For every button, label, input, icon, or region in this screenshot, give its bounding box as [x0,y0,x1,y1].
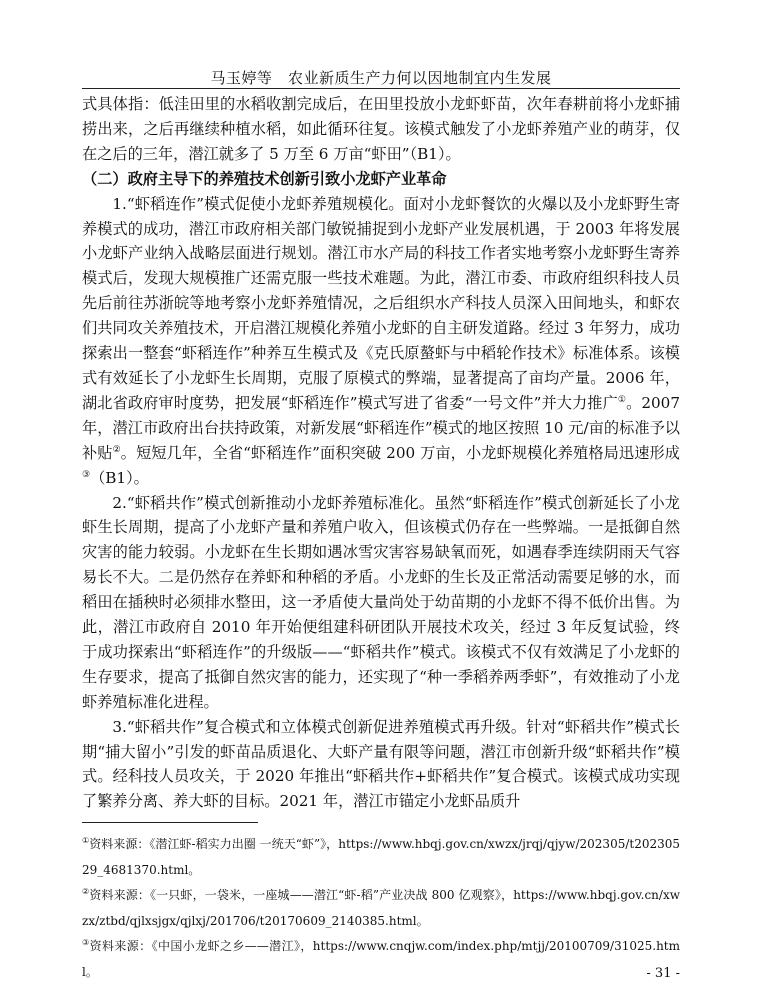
page-number: - 31 - [646,966,680,981]
section-heading: （二）政府主导下的养殖技术创新引致小龙虾产业革命 [82,169,447,188]
paragraph-1-text-b: 。2007 年，潜江市政府出台扶持政策，对新发展“虾稻连作”模式的地区按照 10 元/亩的标准予以补贴 [82,393,680,462]
footnote-2-text: 资料来源：《一只虾，一袋米，一座城——潜江“虾-稻”产业决战 800 亿观察》，https://www.hbqj.gov.cn/xwzx/ztbd/qjlxsjgx/qjlxj/201706/t20170609_2140385.html。 [82,888,680,928]
main-text [82,92,680,814]
footnote-2 [82,883,680,934]
footnote-1 [82,832,680,883]
paragraph-2-heading: 2.“虾稻共作”模式创新推动小龙虾养殖标准化。 [112,493,435,512]
paragraph-1-text-a: 面对小龙虾餐饮的火爆以及小龙虾野生寄养模式的成功，潜江市政府相关部门敏锐捕捉到小龙虾产业发展机遇，于 2003 年将发展小龙虾产业纳入战略层面进行规划。潜江市水产局的科技工作者实地考察小龙虾野生寄养模式后，发现大规模推广还需克服一些技术难题。为此，潜江市委、市政府组织科技人员先后前往苏浙皖等地考察小龙虾养殖情况，之后组织水产科技人员深入田间地头，和虾农们共同攻关养殖技术，开启潜江规模化养殖小龙虾的自主研发道路。经过 3 年努力，成功探索出一整套“虾稻连作”种养互生模式及《克氏原螯虾与中稻轮作技术》标准体系。该模式有效延长了小龙虾生长周期，克服了原模式的弊端，显著提高了亩均产量。2006 年，湖北省政府审时度势，把发展“虾稻连作”模式写进了省委“一号文件”并大力推广 [82,194,680,412]
paragraph-1-heading: 1.“虾稻连作”模式促使小龙虾养殖规模化。 [112,194,404,213]
paragraph-1-text-d: （B1）。 [90,468,149,487]
footnote-3-mark: ③ [82,938,90,948]
header-rule [82,88,680,89]
paragraph-2 [82,491,680,715]
footnotes [82,832,680,986]
footnote-rule [82,822,258,823]
footnote-ref-2[interactable]: ② [112,444,121,455]
footnote-3 [82,934,680,985]
footnote-ref-3[interactable]: ③ [82,469,91,480]
paragraph-1 [82,192,680,491]
footnote-1-text: 资料来源：《潜江虾-稻实力出圈 一统天“虾”》，https://www.hbqj.gov.cn/xwzx/jrqj/qjyw/202305/t20230529_4681370.html。 [82,837,681,877]
paragraph-3-heading: 3.“虾稻共作”复合模式和立体模式创新促进养殖模式再升级。 [112,717,527,736]
footnote-ref-1[interactable]: ① [617,394,627,405]
footnote-2-mark: ② [82,887,90,897]
paragraph-3-text: 针对“虾稻共作”模式长期“捕大留小”引发的虾苗品质退化、大虾产量有限等问题，潜江市创新升级“虾稻共作”模式。经科技人员攻关，于 2020 年推出“虾稻共作+虾稻共作”复合模式。该模式成功实现了繁养分离、养大虾的目标。2021 年，潜江市锚定小龙虾品质升 [82,717,680,811]
running-header: 马玉婷等 农业新质生产力何以因地制宜内生发展 [210,69,552,87]
paragraph-2-text: 虽然“虾稻连作”模式创新延长了小龙虾生长周期，提高了小龙虾产量和养殖户收入，但该模式仍存在一些弊端。一是抵御自然灾害的能力较弱。小龙虾在生长期如遇冰雪灾害容易缺氧而死，如遇春季连续阴雨天气容易长不大。二是仍然存在养虾和种稻的矛盾。小龙虾的生长及正常活动需要足够的水，而稻田在插秧时必须排水整田，这一矛盾使大量尚处于幼苗期的小龙虾不得不低价出售。为此，潜江市政府自 2010 年开始便组建科研团队开展技术攻关，经过 3 年反复试验，终于成功探索出“虾稻连作”的升级版——“虾稻共作”模式。该模式不仅有效满足了小龙虾的生存要求，提高了抵御自然灾害的能力，还实现了“种一季稻养两季虾”，有效推动了小龙虾养殖标准化进程。 [82,493,680,711]
footnote-1-mark: ① [82,836,90,845]
paragraph-continued: 式具体指：低洼田里的水稻收割完成后，在田里投放小龙虾虾苗，次年春耕前将小龙虾捕捞出来，之后再继续种植水稻，如此循环往复。该模式触发了小龙虾养殖产业的萌芽，仅在之后的三年，潜江就多了 5 万至 6 万亩“虾田”（B1）。 [82,95,680,163]
paragraph-1-text-c: 。短短几年，全省“虾稻连作”面积突破 200 万亩，小龙虾规模化养殖格局迅速形成 [120,443,680,462]
footnote-3-text: 资料来源：《中国小龙虾之乡——潜江》，https://www.cnqjw.com/index.php/mtjj/20100709/31025.html。 [82,939,680,979]
paragraph-3 [82,715,680,815]
